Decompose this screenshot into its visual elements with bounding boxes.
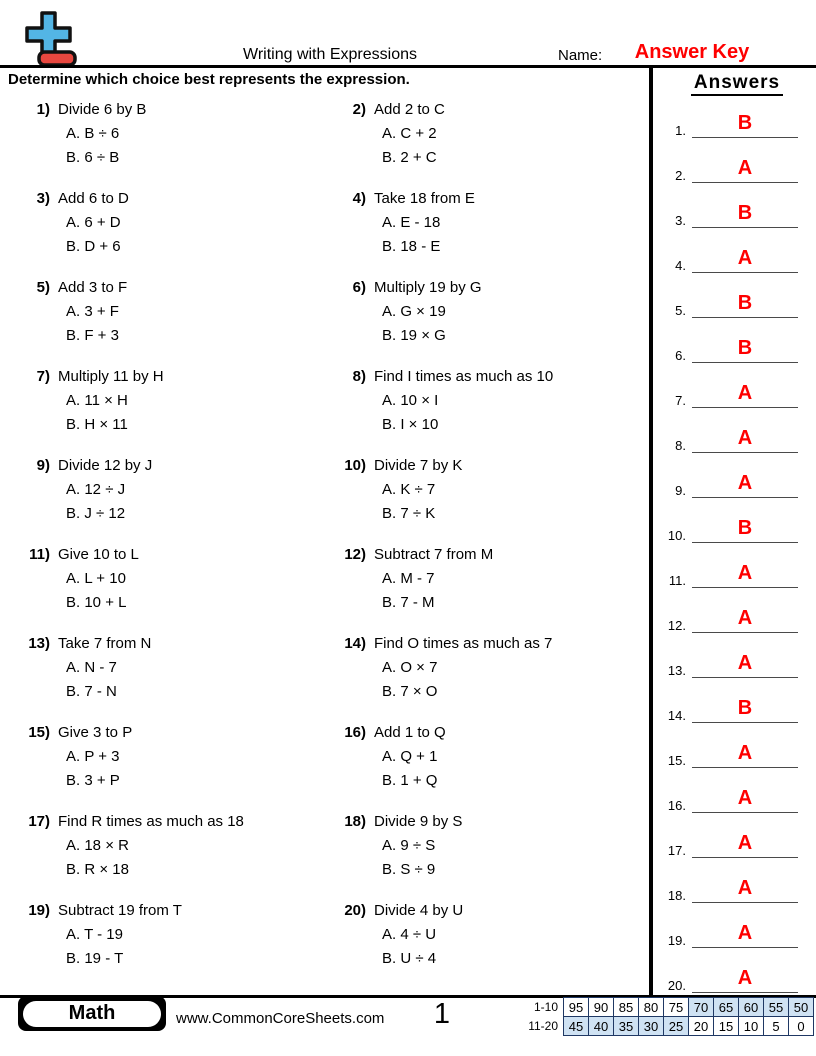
answer-letter: A — [737, 427, 753, 449]
option-a: A. 12 ÷ J — [66, 481, 126, 498]
answer-blank — [692, 336, 798, 363]
option-b: B. 3 + P — [66, 772, 120, 789]
answer-number: 1. — [675, 123, 686, 138]
option-b: B. 6 ÷ B — [66, 149, 120, 166]
question-18 — [320, 813, 650, 902]
grading-row-1-10 — [514, 998, 814, 1017]
question-number: 10) — [344, 457, 366, 474]
question-text: Divide 12 by J — [58, 457, 153, 474]
subject-label: Math — [23, 1001, 161, 1027]
answer-letter: B — [737, 337, 753, 359]
answer-row-3 — [658, 188, 816, 233]
option-a: A. N - 7 — [66, 659, 117, 676]
question-text: Multiply 11 by H — [58, 368, 164, 385]
instruction-text: Determine which choice best represents the expression. — [8, 71, 410, 88]
question-number: 9) — [36, 457, 50, 474]
question-number: 7) — [36, 368, 50, 385]
answer-number: 20. — [667, 978, 686, 993]
answer-number: 5. — [675, 303, 686, 318]
option-a: A. L + 10 — [66, 570, 126, 587]
plus-minus-logo-icon — [22, 10, 78, 73]
grading-row-label: 11-20 — [528, 1019, 558, 1033]
grade-cell: 75 — [664, 998, 689, 1017]
grading-row-11-20 — [514, 1017, 814, 1036]
answer-number: 10. — [667, 528, 686, 543]
answer-blank — [692, 966, 798, 993]
answer-blank — [692, 426, 798, 453]
option-a: A. 11 × H — [66, 392, 128, 409]
grading-table — [514, 997, 814, 1036]
option-a: A. 6 + D — [66, 214, 121, 231]
question-14 — [320, 635, 650, 724]
question-text: Find I times as much as 10 — [374, 368, 554, 385]
option-b: B. 19 × G — [382, 327, 446, 344]
grade-cell: 90 — [589, 998, 614, 1017]
option-b: B. R × 18 — [66, 861, 129, 878]
option-b: B. F + 3 — [66, 327, 119, 344]
question-text: Add 1 to Q — [374, 724, 446, 741]
option-b: B. 7 ÷ K — [382, 505, 436, 522]
answer-number: 6. — [675, 348, 686, 363]
answers-list — [658, 98, 816, 998]
answer-row-2 — [658, 143, 816, 188]
answer-blank — [692, 651, 798, 678]
answers-divider-double-line — [649, 66, 653, 995]
answer-number: 8. — [675, 438, 686, 453]
name-value-answer-key: Answer Key — [634, 41, 750, 63]
grade-cell: 10 — [739, 1017, 764, 1036]
answer-row-9 — [658, 458, 816, 503]
answer-letter: A — [737, 742, 753, 764]
question-number: 19) — [28, 902, 50, 919]
grade-cell: 95 — [564, 998, 589, 1017]
question-number: 4) — [352, 190, 366, 207]
question-9 — [4, 457, 320, 546]
grading-row-label: 1-10 — [533, 1000, 558, 1014]
answer-row-11 — [658, 548, 816, 593]
worksheet-title: Writing with Expressions — [243, 46, 417, 63]
question-text: Take 18 from E — [374, 190, 475, 207]
option-a: A. 18 × R — [66, 837, 129, 854]
answer-blank — [692, 741, 798, 768]
website-link: www.CommonCoreSheets.com — [176, 1010, 385, 1027]
answer-row-18 — [658, 863, 816, 908]
question-text: Divide 6 by B — [58, 101, 147, 118]
question-19 — [4, 902, 320, 991]
answer-letter: A — [737, 607, 753, 629]
option-a: A. 9 ÷ S — [382, 837, 436, 854]
grade-cell: 70 — [689, 998, 714, 1017]
grade-cell: 20 — [689, 1017, 714, 1036]
answer-letter: A — [737, 652, 753, 674]
option-b: B. 7 - N — [66, 683, 117, 700]
answer-blank — [692, 516, 798, 543]
question-text: Divide 7 by K — [374, 457, 463, 474]
answer-row-4 — [658, 233, 816, 278]
option-a: A. 4 ÷ U — [382, 926, 437, 943]
subject-badge — [18, 996, 166, 1031]
question-8 — [320, 368, 650, 457]
question-17 — [4, 813, 320, 902]
option-b: B. 1 + Q — [382, 772, 438, 789]
answer-blank — [692, 876, 798, 903]
question-number: 16) — [344, 724, 366, 741]
questions-grid — [4, 101, 650, 991]
option-b: B. I × 10 — [382, 416, 439, 433]
answer-letter: B — [737, 202, 753, 224]
answer-letter: A — [737, 562, 753, 584]
question-7 — [4, 368, 320, 457]
answer-letter: A — [737, 832, 753, 854]
answer-letter: A — [737, 157, 753, 179]
option-a: A. P + 3 — [66, 748, 120, 765]
answer-blank — [692, 606, 798, 633]
grade-cell: 50 — [789, 998, 814, 1017]
answer-blank — [692, 561, 798, 588]
answer-number: 11. — [668, 573, 686, 588]
question-text: Divide 9 by S — [374, 813, 463, 830]
option-a: A. T - 19 — [66, 926, 123, 943]
answer-number: 14. — [667, 708, 686, 723]
answer-letter: A — [737, 922, 753, 944]
option-b: B. 7 × O — [382, 683, 438, 700]
option-b: B. 7 - M — [382, 594, 435, 611]
answer-row-16 — [658, 773, 816, 818]
question-11 — [4, 546, 320, 635]
question-number: 8) — [352, 368, 366, 385]
question-2 — [320, 101, 650, 190]
option-a: A. M - 7 — [382, 570, 435, 587]
answers-panel — [658, 66, 816, 998]
answer-letter: A — [737, 787, 753, 809]
answer-letter: B — [737, 112, 753, 134]
answer-number: 13. — [667, 663, 686, 678]
grade-cell: 15 — [714, 1017, 739, 1036]
option-a: A. K ÷ 7 — [382, 481, 436, 498]
question-13 — [4, 635, 320, 724]
answer-blank — [692, 786, 798, 813]
question-number: 13) — [28, 635, 50, 652]
answer-blank — [692, 471, 798, 498]
option-a: A. B ÷ 6 — [66, 125, 120, 142]
option-b: B. 2 + C — [382, 149, 437, 166]
answer-row-20 — [658, 953, 816, 998]
answer-number: 9. — [675, 483, 686, 498]
question-5 — [4, 279, 320, 368]
answer-number: 3. — [675, 213, 686, 228]
answer-row-19 — [658, 908, 816, 953]
answer-row-6 — [658, 323, 816, 368]
grade-cell: 25 — [664, 1017, 689, 1036]
question-3 — [4, 190, 320, 279]
question-number: 20) — [344, 902, 366, 919]
option-b: B. 10 + L — [66, 594, 127, 611]
question-1 — [4, 101, 320, 190]
answer-letter: A — [737, 247, 753, 269]
grade-cell: 5 — [764, 1017, 789, 1036]
answer-number: 19. — [667, 933, 686, 948]
question-4 — [320, 190, 650, 279]
page-number: 1 — [433, 998, 451, 1030]
answer-blank — [692, 381, 798, 408]
grade-cell: 45 — [564, 1017, 589, 1036]
question-text: Add 3 to F — [58, 279, 128, 296]
question-text: Give 3 to P — [58, 724, 133, 741]
answer-blank — [692, 246, 798, 273]
question-text: Take 7 from N — [58, 635, 152, 652]
answer-letter: A — [737, 967, 753, 989]
answer-number: 12. — [667, 618, 686, 633]
question-text: Subtract 19 from T — [58, 902, 182, 919]
answer-number: 16. — [667, 798, 686, 813]
answer-blank — [692, 201, 798, 228]
option-b: B. H × 11 — [66, 416, 128, 433]
question-number: 1) — [36, 101, 50, 118]
answer-number: 15. — [667, 753, 686, 768]
answer-letter: A — [737, 382, 753, 404]
question-10 — [320, 457, 650, 546]
grade-cell: 55 — [764, 998, 789, 1017]
answer-letter: B — [737, 517, 753, 539]
answer-letter: B — [737, 697, 753, 719]
question-16 — [320, 724, 650, 813]
grade-cell: 80 — [639, 998, 664, 1017]
option-a: A. C + 2 — [382, 125, 437, 142]
question-number: 15) — [28, 724, 50, 741]
answer-number: 7. — [675, 393, 686, 408]
answer-blank — [692, 291, 798, 318]
option-a: A. Q + 1 — [382, 748, 438, 765]
grade-cell: 35 — [614, 1017, 639, 1036]
answer-row-12 — [658, 593, 816, 638]
question-text: Multiply 19 by G — [374, 279, 482, 296]
question-number: 14) — [344, 635, 366, 652]
answer-row-8 — [658, 413, 816, 458]
question-text: Subtract 7 from M — [374, 546, 494, 563]
option-b: B. J ÷ 12 — [66, 505, 126, 522]
option-a: A. 10 × I — [382, 392, 439, 409]
question-number: 11) — [29, 546, 50, 563]
question-number: 17) — [28, 813, 50, 830]
question-number: 2) — [352, 101, 366, 118]
question-number: 18) — [344, 813, 366, 830]
question-text: Divide 4 by U — [374, 902, 464, 919]
question-text: Add 2 to C — [374, 101, 445, 118]
answer-row-15 — [658, 728, 816, 773]
answer-row-14 — [658, 683, 816, 728]
question-15 — [4, 724, 320, 813]
question-6 — [320, 279, 650, 368]
answer-row-7 — [658, 368, 816, 413]
answer-row-5 — [658, 278, 816, 323]
question-number: 6) — [352, 279, 366, 296]
option-a: A. E - 18 — [382, 214, 441, 231]
answer-row-1 — [658, 98, 816, 143]
grade-cell: 30 — [639, 1017, 664, 1036]
answer-number: 2. — [675, 168, 686, 183]
answer-number: 17. — [667, 843, 686, 858]
question-text: Find O times as much as 7 — [374, 635, 553, 652]
question-20 — [320, 902, 650, 991]
grade-cell: 60 — [739, 998, 764, 1017]
answer-letter: B — [737, 292, 753, 314]
name-label: Name: — [558, 47, 603, 64]
option-a: A. 3 + F — [66, 303, 119, 320]
answer-row-10 — [658, 503, 816, 548]
question-number: 3) — [36, 190, 50, 207]
question-text: Find R times as much as 18 — [58, 813, 244, 830]
grade-cell: 65 — [714, 998, 739, 1017]
grade-cell: 0 — [789, 1017, 814, 1036]
answer-blank — [692, 696, 798, 723]
option-b: B. 18 - E — [382, 238, 441, 255]
answer-number: 18. — [667, 888, 686, 903]
answers-title: Answers — [658, 72, 816, 94]
question-number: 5) — [36, 279, 50, 296]
grade-cell: 40 — [589, 1017, 614, 1036]
question-12 — [320, 546, 650, 635]
answer-letter: A — [737, 472, 753, 494]
answer-blank — [692, 831, 798, 858]
answer-row-17 — [658, 818, 816, 863]
option-a: A. O × 7 — [382, 659, 438, 676]
option-b: B. D + 6 — [66, 238, 121, 255]
answer-number: 4. — [675, 258, 686, 273]
answer-blank — [692, 921, 798, 948]
question-number: 12) — [344, 546, 366, 563]
answer-row-13 — [658, 638, 816, 683]
question-text: Give 10 to L — [58, 546, 139, 563]
answer-blank — [692, 156, 798, 183]
option-b: B. S ÷ 9 — [382, 861, 436, 878]
grade-cell: 85 — [614, 998, 639, 1017]
option-a: A. G × 19 — [382, 303, 446, 320]
question-text: Add 6 to D — [58, 190, 129, 207]
answer-blank — [692, 111, 798, 138]
option-b: B. 19 - T — [66, 950, 124, 967]
answer-letter: A — [737, 877, 753, 899]
option-b: B. U ÷ 4 — [382, 950, 437, 967]
